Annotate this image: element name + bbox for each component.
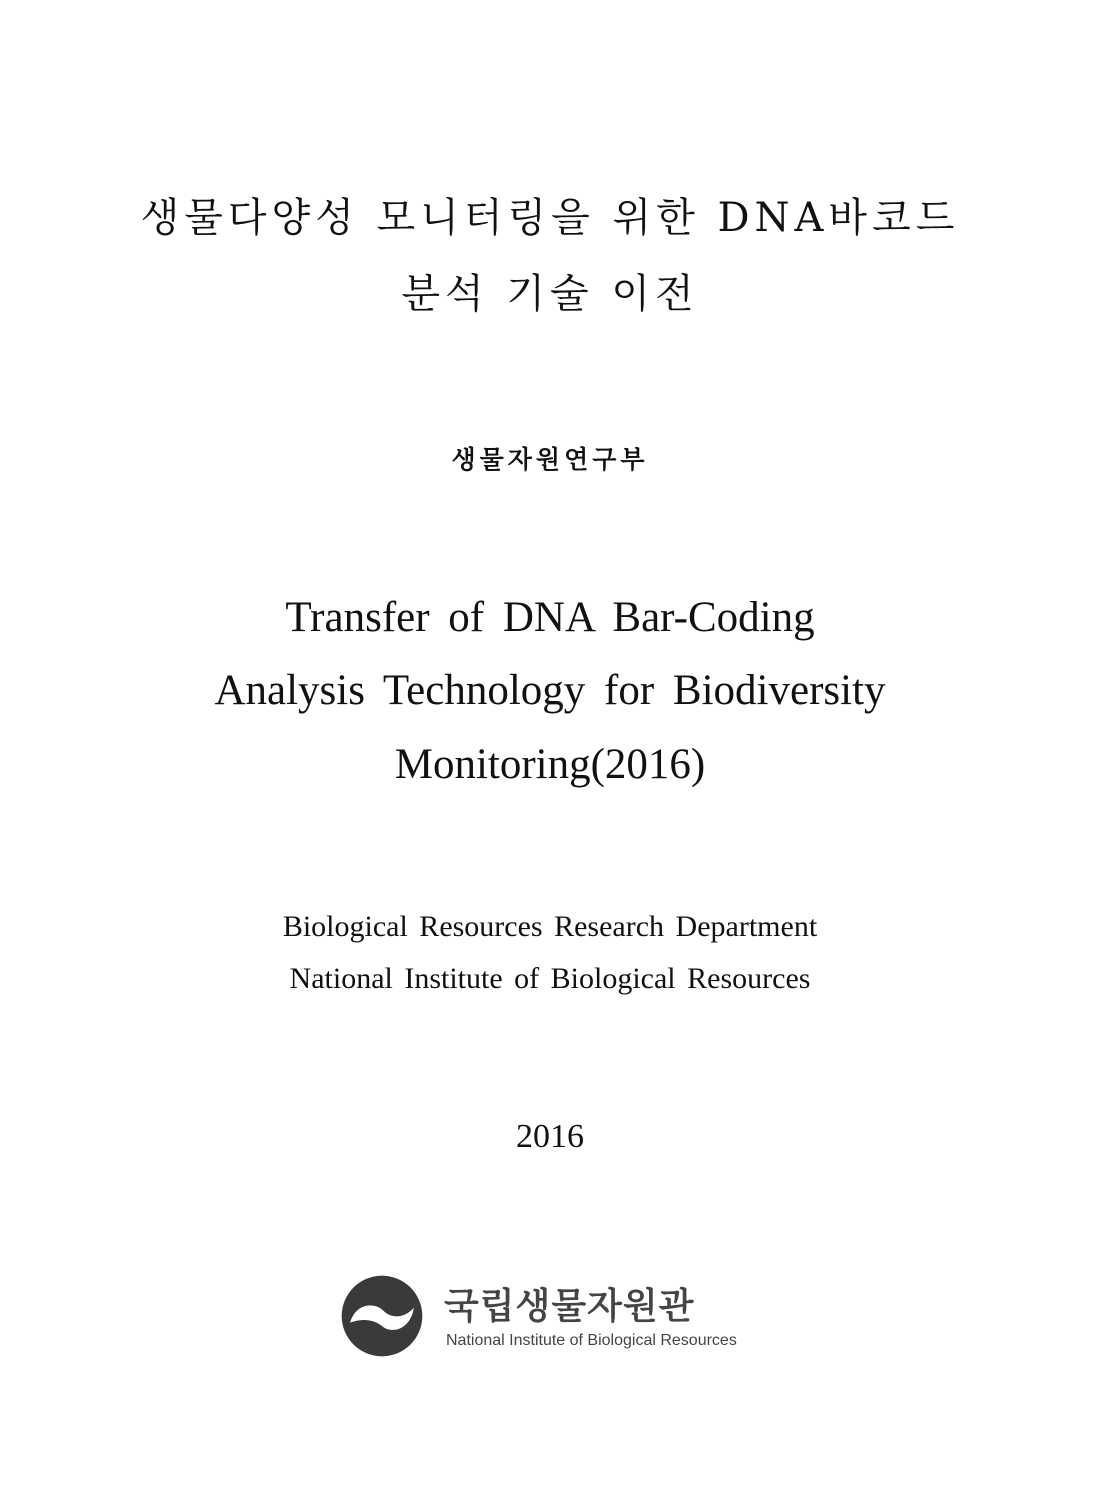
institute-english: National Institute of Biological Resources: [289, 962, 811, 995]
english-title-line-2: Analysis Technology for Biodiversity: [214, 667, 886, 714]
institute-logo: [340, 1274, 780, 1364]
english-title-line-3: Monitoring(2016): [394, 741, 706, 788]
institute-logo-korean-name: 국립생물자원관: [444, 1286, 695, 1327]
korean-title-line-2: 분석 기술 이전: [401, 271, 699, 317]
english-title-line-1: Transfer of DNA Bar-Coding: [285, 594, 815, 641]
institute-logo-english-name: National Institute of Biological Resources: [446, 1332, 737, 1349]
taegeuk-emblem-icon: [340, 1274, 424, 1358]
publication-year: 2016: [516, 1118, 584, 1155]
korean-department: 생물자원연구부: [451, 445, 649, 474]
korean-title-line-1: 생물다양성 모니터링을 위한 DNA바코드: [140, 195, 960, 241]
department-english: Biological Resources Research Department: [282, 910, 818, 943]
